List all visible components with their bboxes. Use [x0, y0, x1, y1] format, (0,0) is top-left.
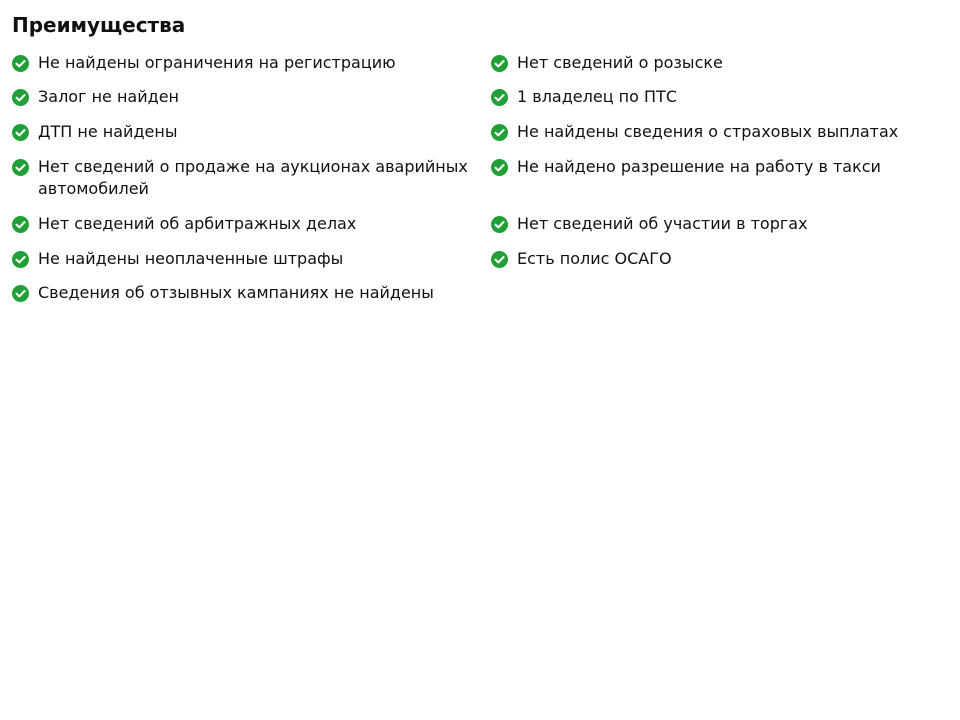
- advantage-label: ДТП не найдены: [38, 122, 178, 141]
- check-circle-icon: [12, 285, 29, 302]
- advantage-label: Нет сведений о продаже на аукционах аварийных автомобилей: [38, 157, 468, 198]
- check-circle-icon: [12, 89, 29, 106]
- advantage-label: 1 владелец по ПТС: [517, 87, 677, 106]
- advantage-item-left-2: [12, 86, 478, 108]
- advantage-item-left-3: [12, 121, 478, 143]
- advantage-label: Залог не найден: [38, 87, 179, 106]
- advantage-item-left-7: [12, 282, 478, 304]
- check-circle-icon: [12, 159, 29, 176]
- advantage-label: Нет сведений об арбитражных делах: [38, 214, 357, 233]
- check-circle-icon: [491, 251, 508, 268]
- check-circle-icon: [12, 55, 29, 72]
- check-circle-icon: [491, 124, 508, 141]
- check-circle-icon: [12, 216, 29, 233]
- check-circle-icon: [491, 216, 508, 233]
- advantage-item-right-2: [491, 86, 937, 108]
- advantage-label: Не найдены сведения о страховых выплатах: [517, 122, 899, 141]
- advantage-item-left-6: [12, 248, 478, 270]
- check-circle-icon: [12, 251, 29, 268]
- advantage-item-right-6: [491, 248, 937, 270]
- advantage-label: Сведения об отзывных кампаниях не найдены: [38, 283, 434, 302]
- advantage-label: Не найдено разрешение на работу в такси: [517, 157, 881, 176]
- check-circle-icon: [491, 55, 508, 72]
- advantage-label: Не найдены ограничения на регистрацию: [38, 53, 396, 72]
- advantage-label: Нет сведений об участии в торгах: [517, 214, 808, 233]
- check-circle-icon: [491, 159, 508, 176]
- advantage-item-right-5: [491, 213, 937, 235]
- section-title: Преимущества: [12, 13, 186, 37]
- advantage-item-right-3: [491, 121, 937, 143]
- check-circle-icon: [12, 124, 29, 141]
- advantage-item-right-1: [491, 52, 937, 74]
- advantage-item-left-4: [12, 156, 478, 200]
- advantage-label: Есть полис ОСАГО: [517, 249, 672, 268]
- advantage-item-right-4: [491, 156, 937, 178]
- advantage-item-left-5: [12, 213, 478, 235]
- advantage-label: Нет сведений о розыске: [517, 53, 723, 72]
- advantages-section: [12, 12, 948, 302]
- advantage-label: Не найдены неоплаченные штрафы: [38, 249, 344, 268]
- check-circle-icon: [491, 89, 508, 106]
- advantage-item-left-1: [12, 52, 478, 74]
